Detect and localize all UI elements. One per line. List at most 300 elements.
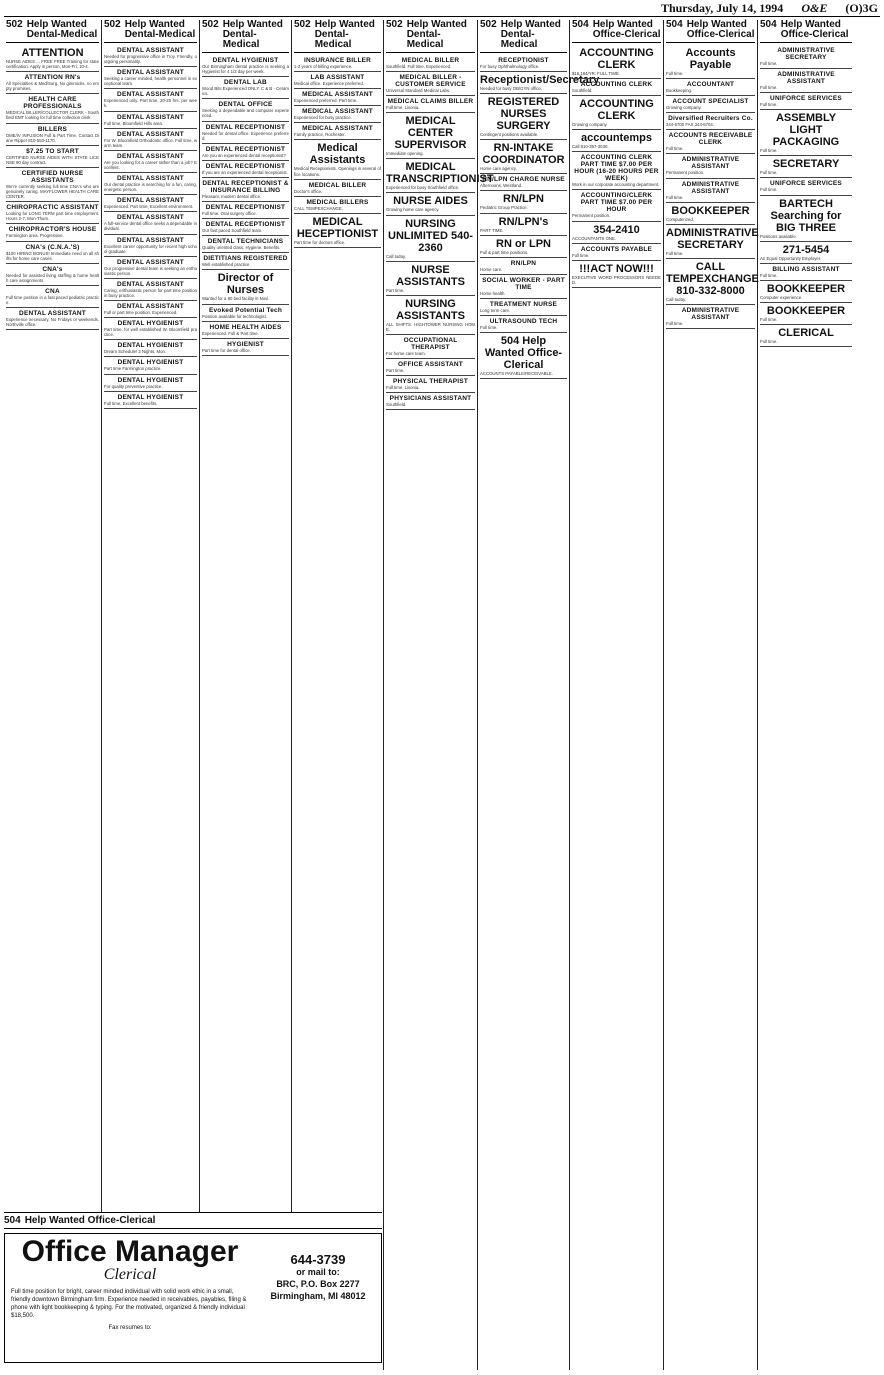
ad-heading: NURSE ASSISTANTS (396, 263, 465, 288)
column-section-title: Help Wanted Office-Clerical (592, 19, 661, 40)
ad-heading: DENTAL ASSISTANT (117, 91, 184, 99)
ad-heading: CHIROPRACTOR'S HOUSE (8, 226, 97, 234)
ad-heading: OFFICE ASSISTANT (398, 361, 463, 369)
ad-body: Needed for assisted living staffing & home health care assignments. (6, 272, 99, 283)
classified-ad (480, 174, 567, 191)
ad-body: Full time. (760, 148, 778, 154)
ad-body: Pleasant, modern dental office. (202, 193, 262, 199)
ad-heading: MEDICAL ASSISTANT (302, 108, 373, 116)
classified-column (102, 20, 200, 1370)
ad-heading: Director of Nurses (217, 272, 274, 297)
ad-heading: DENTAL HYGIENIST (212, 57, 279, 64)
column-section-head (294, 20, 381, 53)
ad-body: Position available for technologist. (202, 313, 267, 319)
ad-body: Part time for dental office. (202, 347, 251, 353)
classified-ad (202, 55, 289, 77)
ad-heading: DENTAL ASSISTANT (117, 113, 184, 121)
classified-ad (104, 173, 197, 195)
ad-body: Home care agency. (480, 166, 517, 172)
feature-address-line-1: BRC, P.O. Box 2277 (276, 1279, 360, 1289)
ad-body: Seeking a dependable and computer experienced. (202, 108, 289, 119)
ad-heading: DENTAL ASSISTANT (117, 258, 184, 266)
ad-heading: CNA's (42, 265, 63, 273)
ad-body: Needed for dental office. Experience preferred. (202, 130, 289, 141)
classified-ad (666, 225, 759, 259)
classified-ad (294, 214, 381, 248)
ad-body: Looking for LONG TERM part time employment. Hours 2-7, Mon-Thurs. (6, 211, 99, 222)
ad-body: Quality oriented class. Hygiene. Benefits. (202, 245, 281, 251)
ad-heading: RN-INTAKE COORDINATOR (482, 142, 565, 167)
feature-contact (255, 1234, 381, 1362)
ad-heading: DENTAL ASSISTANT (117, 175, 184, 183)
ad-body: CERTIFIED NURSE AIDES WITH STATE LICENSE 90 day contract. (6, 154, 99, 165)
column-section-head (572, 20, 661, 43)
ad-body: Medical office. Experience preferred. (294, 81, 364, 87)
ad-body: Universal Standard Medical Labs. (386, 88, 451, 94)
classified-ad (202, 236, 289, 253)
classified-ad (666, 154, 755, 178)
ad-heading: DENTAL LAB (224, 79, 267, 87)
ad-heading: SOCIAL WORKER - PART TIME (482, 276, 565, 291)
classified-ad (480, 316, 567, 333)
column-section-head (760, 20, 852, 43)
ad-heading: INSURANCE BILLER (303, 57, 372, 64)
column-section-title: Help Wanted Dental-Medical (500, 19, 561, 50)
classified-ad (386, 72, 475, 96)
classified-ad (202, 77, 289, 99)
classified-ad (294, 123, 381, 140)
ad-heading: DENTAL ASSISTANT (19, 310, 86, 318)
column-section-number: 502 (480, 19, 497, 30)
classified-ad (386, 359, 475, 376)
ad-heading: DENTAL ASSISTANT (117, 236, 184, 244)
classified-ad (572, 45, 661, 79)
ad-body: Wood Bits Experienced ONLY. C & B - Ceramics. (202, 86, 289, 97)
classified-ad (202, 219, 289, 236)
classified-ad (6, 242, 99, 264)
classified-ad (666, 179, 755, 203)
classified-ad (480, 55, 567, 72)
ad-heading: BOOKKEEPER (766, 282, 846, 295)
ad-heading: MEDICAL CLAIMS BILLER (387, 98, 474, 106)
column-section-number: 502 (104, 19, 121, 30)
classified-ad (760, 303, 852, 325)
classified-ad (760, 45, 852, 69)
ad-heading: ACCOUNTING/CLERK PART TIME $7.00 PER HOUR (580, 192, 653, 214)
classified-ad (104, 301, 197, 318)
ad-heading: DENTAL TECHNICIANS (207, 238, 284, 246)
ad-body: Wanted for a 90 bed facility in Novi. (202, 296, 270, 302)
classified-ad (6, 72, 99, 94)
ad-body: Long term care. (480, 307, 511, 313)
ad-heading: DENTAL ASSISTANT (117, 214, 184, 222)
ad-heading: ACCOUNTS PAYABLE (580, 245, 653, 253)
ad-heading: ADMINISTRATIVE SECRETARY (777, 47, 835, 61)
ad-heading: SECRETARY (772, 158, 840, 171)
classified-ad (760, 264, 852, 281)
ad-body: Part time. (386, 368, 405, 374)
ad-body: All Specialties & Med/Surg. No gimmicks, no empty promises. (6, 81, 99, 92)
classified-ad (6, 168, 99, 202)
ad-heading: PHYSICIANS ASSISTANT (389, 395, 472, 403)
column-section-number: 502 (6, 19, 23, 30)
ad-body: Full time. (760, 272, 778, 278)
ad-heading: DENTAL RECEPTIONIST (205, 145, 286, 153)
column-section-number: 504 (760, 19, 777, 30)
ad-heading: ACCOUNT SPECIALIST (672, 98, 749, 106)
ad-heading: UNIFORCE SERVICES (770, 95, 842, 103)
classified-ad (202, 99, 289, 121)
ad-heading: NURSING ASSISTANTS (396, 297, 465, 322)
ad-body: 344-6700 FAX 344-6704. (666, 122, 715, 128)
ad-body: Immediate opening. (386, 151, 424, 157)
classified-ad (6, 286, 99, 308)
classified-ad (294, 72, 381, 89)
ad-body: $100 HIRING BONUS! Immediate need on all shifts for home care cases. (6, 250, 99, 261)
ad-heading: RN or LPN (496, 237, 551, 250)
ad-body: Caring, enthusiastic person for part time position in busy practice. (104, 287, 197, 298)
ad-heading: Medical Assistants (309, 142, 366, 167)
classified-ad (386, 262, 475, 296)
ad-body: Our Birmingham dental practice is seeking a Hygienist for 4 1/2 day per week. (202, 64, 289, 75)
classified-ad (480, 214, 567, 236)
classified-ad (666, 79, 755, 96)
ad-body: Full time. (760, 85, 778, 91)
feature-left (5, 1234, 255, 1362)
classified-ad (294, 89, 381, 106)
classified-ad (386, 216, 475, 262)
ad-heading: MEDICAL BILLER (401, 57, 460, 64)
classified-ad (386, 376, 475, 393)
classified-ad (202, 178, 289, 202)
classified-ad (386, 96, 475, 113)
ad-heading: MEDICAL TRANSCRIPTIONIST (386, 161, 494, 186)
ad-heading: DENTAL ASSISTANT (117, 280, 184, 288)
classified-ad (386, 159, 494, 193)
classified-ad (760, 242, 852, 264)
classified-ad (104, 151, 197, 173)
ad-body: Our progressive dental team is seeking an enthusiastic person. (104, 265, 197, 276)
classified-ad (572, 130, 661, 152)
ad-heading: DENTAL OFFICE (218, 101, 273, 109)
ad-heading: 354-2410 (593, 223, 640, 236)
ad-heading: 504 Help Wanted Office-Clerical (484, 335, 563, 372)
ad-body: Experienced. Part time, Excellent environment. (104, 204, 194, 210)
ad-heading: RECEPTIONIST (498, 57, 549, 64)
ad-body: DME/IV INFUSION Full & Part Time. Contact Diane Ripper 810-553-1170. (6, 132, 99, 143)
classified-ad (572, 222, 661, 244)
ad-heading: DENTAL RECEPTIONIST & INSURANCE BILLING (202, 179, 289, 194)
column-section-title: Help Wanted Dental-Medical (124, 19, 196, 40)
ad-body: If you are an experienced dental receptionist. (202, 169, 288, 175)
classified-ad (760, 156, 852, 178)
column-section-head (666, 20, 755, 43)
ad-heading: BOOKKEEPER (671, 204, 750, 217)
classified-ad (480, 191, 567, 213)
classified-ad (202, 202, 289, 219)
ad-heading: ACCOUNTING CLERK (579, 47, 654, 71)
ad-heading: ADMINISTRATIVE ASSISTANT (681, 180, 740, 195)
classified-ad (666, 96, 755, 113)
classified-ad (104, 340, 197, 357)
ad-heading: DENTAL HYGIENIST (117, 320, 184, 328)
ad-body: Growing company. (572, 122, 608, 128)
classified-ad (386, 55, 475, 72)
ad-heading: CLERICAL (778, 327, 834, 340)
ad-heading: ACCOUNTING CLERK (580, 81, 653, 89)
ad-heading: Diversified Recruiters Co. (668, 115, 753, 123)
column-section-number: 504 (666, 19, 683, 30)
column-section-title: Help Wanted Dental-Medical (314, 19, 375, 50)
ad-heading: accountemps (581, 132, 652, 145)
classified-ad (666, 305, 755, 329)
column-section-title: Help Wanted Dental-Medical (222, 19, 283, 50)
ad-heading: Accounts Payable (685, 47, 736, 71)
classified-ad (202, 270, 289, 304)
ad-body: Our dental practice is searching for a fun, caring, energetic person. (104, 182, 197, 193)
ad-body: Part time. (386, 287, 405, 293)
classified-ad (294, 106, 381, 123)
classified-ad (294, 140, 381, 179)
ad-heading: DENTAL ASSISTANT (117, 152, 184, 160)
ad-body: Needed for progressive office in Troy. Friendly, outgoing personality. (104, 54, 197, 65)
classified-ad (104, 235, 197, 257)
ad-body: Experienced preferred. Part time. (294, 98, 358, 104)
ad-heading: MEDICAL CENTER SUPERVISOR (394, 115, 467, 152)
classified-ad (104, 375, 197, 392)
classified-ad (480, 275, 567, 299)
ad-body: Full time. (480, 325, 498, 331)
ad-body: Full time. Livonia. (386, 105, 420, 111)
ad-body: A full-service dental office seeks a dependable individual. (104, 221, 197, 232)
ad-body: Experienced for busy Southfield office. (386, 185, 460, 191)
ad-body: Southfield. (572, 88, 593, 94)
ad-heading: $7.25 TO START (26, 147, 79, 155)
ad-heading: DENTAL RECEPTIONIST (205, 162, 286, 170)
ad-heading: DENTAL ASSISTANT (117, 303, 184, 311)
ad-heading: BILLING ASSISTANT (772, 265, 840, 273)
ad-heading: DIETITIANS REGISTERED (203, 255, 288, 263)
ad-body: ACCOUNTS PAYABLE/RECEIVABLE. (480, 371, 553, 377)
classified-column (4, 20, 102, 1370)
ad-heading: BILLERS (37, 125, 68, 133)
classified-ad (480, 140, 567, 174)
ad-body: Doctor's office. (294, 188, 323, 194)
classified-ad (6, 202, 99, 224)
ad-body: Permanent position. (666, 170, 705, 176)
ad-body: Full time. (760, 102, 778, 108)
column-section-title: Help Wanted Office-Clerical (686, 19, 755, 40)
ad-heading: OCCUPATIONAL THERAPIST (403, 336, 458, 351)
ad-body: Are you looking for a career rather than a job? Excellent. (104, 159, 197, 170)
classified-ad (572, 190, 661, 221)
ad-body: Afternoons. Westland. (480, 183, 523, 189)
ad-heading: CNA's (C.N.A.'S) (25, 243, 80, 251)
ad-heading: DENTAL RECEPTIONIST (205, 221, 286, 229)
ad-heading: ULTRASOUND TECH (489, 318, 558, 326)
ad-body: Computer experience. (760, 294, 803, 300)
classified-ad (760, 196, 852, 242)
ad-heading: ACCOUNTANT (686, 81, 735, 89)
classified-columns (4, 20, 880, 1370)
classified-ad (104, 212, 197, 234)
ad-body: For busy Ophthalmology office. (480, 64, 540, 69)
ad-heading: MEDICAL ASSISTANT (302, 91, 373, 99)
classified-ad (104, 357, 197, 374)
ad-heading: CALL TEMPEXCHANGE 810-332-8000 (666, 260, 759, 297)
ad-body: Experienced for busy practice. (294, 115, 352, 121)
column-section-title: Help Wanted Dental-Medical (406, 19, 467, 50)
classified-ad (104, 129, 197, 151)
ad-body: Full time. (666, 194, 684, 200)
ad-heading: ACCOUNTING CLERK (579, 98, 654, 123)
ad-body: Work in our corporate accounting department. (572, 182, 660, 188)
classified-ad (760, 178, 852, 195)
classified-column (570, 20, 664, 1370)
ad-body: Medical Receptionists. Openings in several office locations. (294, 166, 381, 177)
ad-heading: DENTAL ASSISTANT (117, 47, 184, 54)
ad-body: EXECUTIVE WORD PROCESSORS NEEDED. (572, 274, 661, 285)
column-section-title: Help Wanted Office-Clerical (780, 19, 849, 40)
classified-ad (760, 69, 852, 93)
classified-ad (6, 264, 99, 286)
ad-heading: RN/LPN's (498, 215, 549, 228)
classified-ad (104, 392, 197, 409)
ad-heading: TREATMENT NURSE (489, 300, 558, 308)
ad-heading: REGISTERED NURSES SURGERY (487, 96, 560, 133)
ad-heading: CERTIFIED NURSE ASSISTANTS (21, 169, 84, 184)
ad-body: Bookkeeping. (666, 88, 693, 94)
ad-body: Full time. (760, 316, 778, 322)
classified-ad (104, 89, 197, 111)
classified-ad (572, 261, 661, 288)
classified-ad (202, 161, 289, 178)
classified-ad (104, 257, 197, 279)
ad-body: Seeking a career minded, health personnel in exceptional team. (104, 76, 197, 87)
ad-heading: DENTAL HYGIENIST (117, 376, 184, 384)
feature-mail-label: or mail to: (296, 1267, 340, 1277)
classified-ad (666, 259, 759, 305)
ad-body: Full time. (572, 252, 590, 258)
ad-body: Call today. (386, 253, 406, 259)
ad-heading: 271-5454 (782, 243, 830, 256)
classified-ad (480, 94, 567, 140)
ad-heading: MEDICAL BILLER - CUSTOMER SERVICE (395, 74, 466, 89)
ad-body: Full time. Livonia. (386, 385, 420, 391)
ad-body: Contingent positions available. (480, 132, 539, 138)
ad-heading: DENTAL HYGIENIST (117, 359, 184, 367)
ad-body: For home care team. (386, 350, 426, 356)
ad-body: Are you an experienced dental receptionist? (202, 152, 286, 158)
ad-body: Family practice, Rochester. (294, 132, 346, 138)
ad-body: Home care. (480, 266, 503, 272)
ad-body: Full time. (666, 146, 684, 152)
ad-body: Full time. (666, 71, 684, 76)
classified-ad (104, 279, 197, 301)
ad-body: Permanent position. (572, 213, 611, 219)
classified-ad (572, 244, 661, 261)
ad-body: Experienced only. Part time, 20-25 hrs. per week. (104, 98, 197, 109)
column-section-head (104, 20, 197, 43)
classified-ad (202, 339, 289, 356)
classified-ad (202, 144, 289, 161)
ad-body: Full time. (760, 339, 778, 345)
classified-ad (666, 45, 755, 79)
ad-heading: CHIROPRACTIC ASSISTANT (6, 204, 99, 212)
classified-ad (386, 113, 475, 159)
ad-heading: ADMINISTRATIVE ASSISTANT (681, 306, 740, 321)
ad-heading: DENTAL HYGIENIST (117, 342, 184, 350)
ad-heading: Receptionist/Secretary (480, 74, 600, 87)
ad-heading: DENTAL ASSISTANT (117, 197, 184, 205)
classified-column (292, 20, 384, 1370)
column-section-number: 502 (386, 19, 403, 30)
feature-section-number: 504 (4, 1215, 21, 1226)
classified-ad (202, 122, 289, 144)
ad-body: We're currently seeking full time CNA's who are genuinely caring. MAYFLOWER HEALTH CARE CENTER. (6, 183, 99, 200)
classified-ad (386, 296, 475, 335)
classified-ad (294, 55, 381, 72)
feature-section-title: Help Wanted Office-Clerical (24, 1215, 156, 1226)
ad-body: Southfield. Full time. Experienced. (386, 64, 452, 69)
ad-body: Call 810-357-3030. (572, 144, 609, 150)
classified-ad (294, 180, 381, 197)
classified-ad (572, 79, 661, 96)
ad-body: ACCOUNTANTS ONE. (572, 235, 617, 241)
classified-ad (386, 335, 475, 359)
ad-heading: DENTAL ASSISTANT (117, 69, 184, 77)
ad-body: An Equal Opportunity Employer. (760, 255, 822, 261)
ad-body: CALL TEMPEXCHANGE. (294, 205, 343, 211)
ad-heading: DENTAL ASSISTANT (117, 130, 184, 138)
ad-body: MEDICAL BILLER/COLLECTOR CLERK - Southfield EMT looking for full time collection clerk. (6, 110, 99, 121)
ad-heading: NURSING UNLIMITED 540-2360 (388, 217, 473, 254)
ad-heading: NURSE AIDES (393, 195, 468, 208)
classified-ad (572, 96, 661, 130)
ad-body: ALL SHIFTS. HIGHTOWER NURSING HOME. (386, 321, 475, 332)
classified-ad (572, 152, 661, 190)
ad-body: Experience necessary. No Fridays or weekends. Northville office. (6, 317, 99, 328)
classified-ad (104, 45, 197, 67)
ad-body: Full time, Bloomfield Hills area. (104, 120, 163, 126)
classified-ad (480, 258, 567, 275)
ad-body: Full time. (760, 187, 778, 193)
column-section-number: 504 (572, 19, 589, 30)
office-manager-feature-ad (4, 1212, 382, 1373)
classified-ad (202, 253, 289, 270)
ad-heading: PHYSICAL THERAPIST (393, 378, 468, 386)
ad-body: NURSE AIDES ... FREE FREE Training for state certification. Apply in person, Mon-Fri, 10-4. (6, 59, 99, 70)
ad-body: For W. Bloomfield Orthodontic office. Full time, warm team. (104, 137, 197, 148)
classified-ad (666, 113, 755, 130)
ad-heading: ADMINISTRATIVE ASSISTANT (681, 156, 740, 171)
column-section-title: Help Wanted Dental-Medical (26, 19, 98, 40)
ad-heading: MEDICAL HECEPTIONIST (296, 215, 379, 240)
ad-heading: BARTECH Searching for BIG THREE (770, 197, 842, 234)
classified-ad (760, 110, 852, 156)
ad-body: Excellent career opportunity for recent high school graduate. (104, 243, 197, 254)
ad-body: Growing company. (666, 105, 702, 111)
ad-heading: UNIFORCE SERVICES (770, 180, 842, 188)
classified-ad (666, 203, 755, 225)
classified-ad (386, 193, 475, 215)
ad-body: $16,184/YR. FULL TIME. (572, 71, 621, 76)
ad-body: Part time for doctors office. (294, 239, 346, 245)
column-section-head (6, 20, 99, 43)
classified-ad (104, 318, 197, 340)
classified-ad (760, 325, 852, 347)
ad-heading: HEALTH CARE PROFESSIONALS (23, 96, 82, 111)
